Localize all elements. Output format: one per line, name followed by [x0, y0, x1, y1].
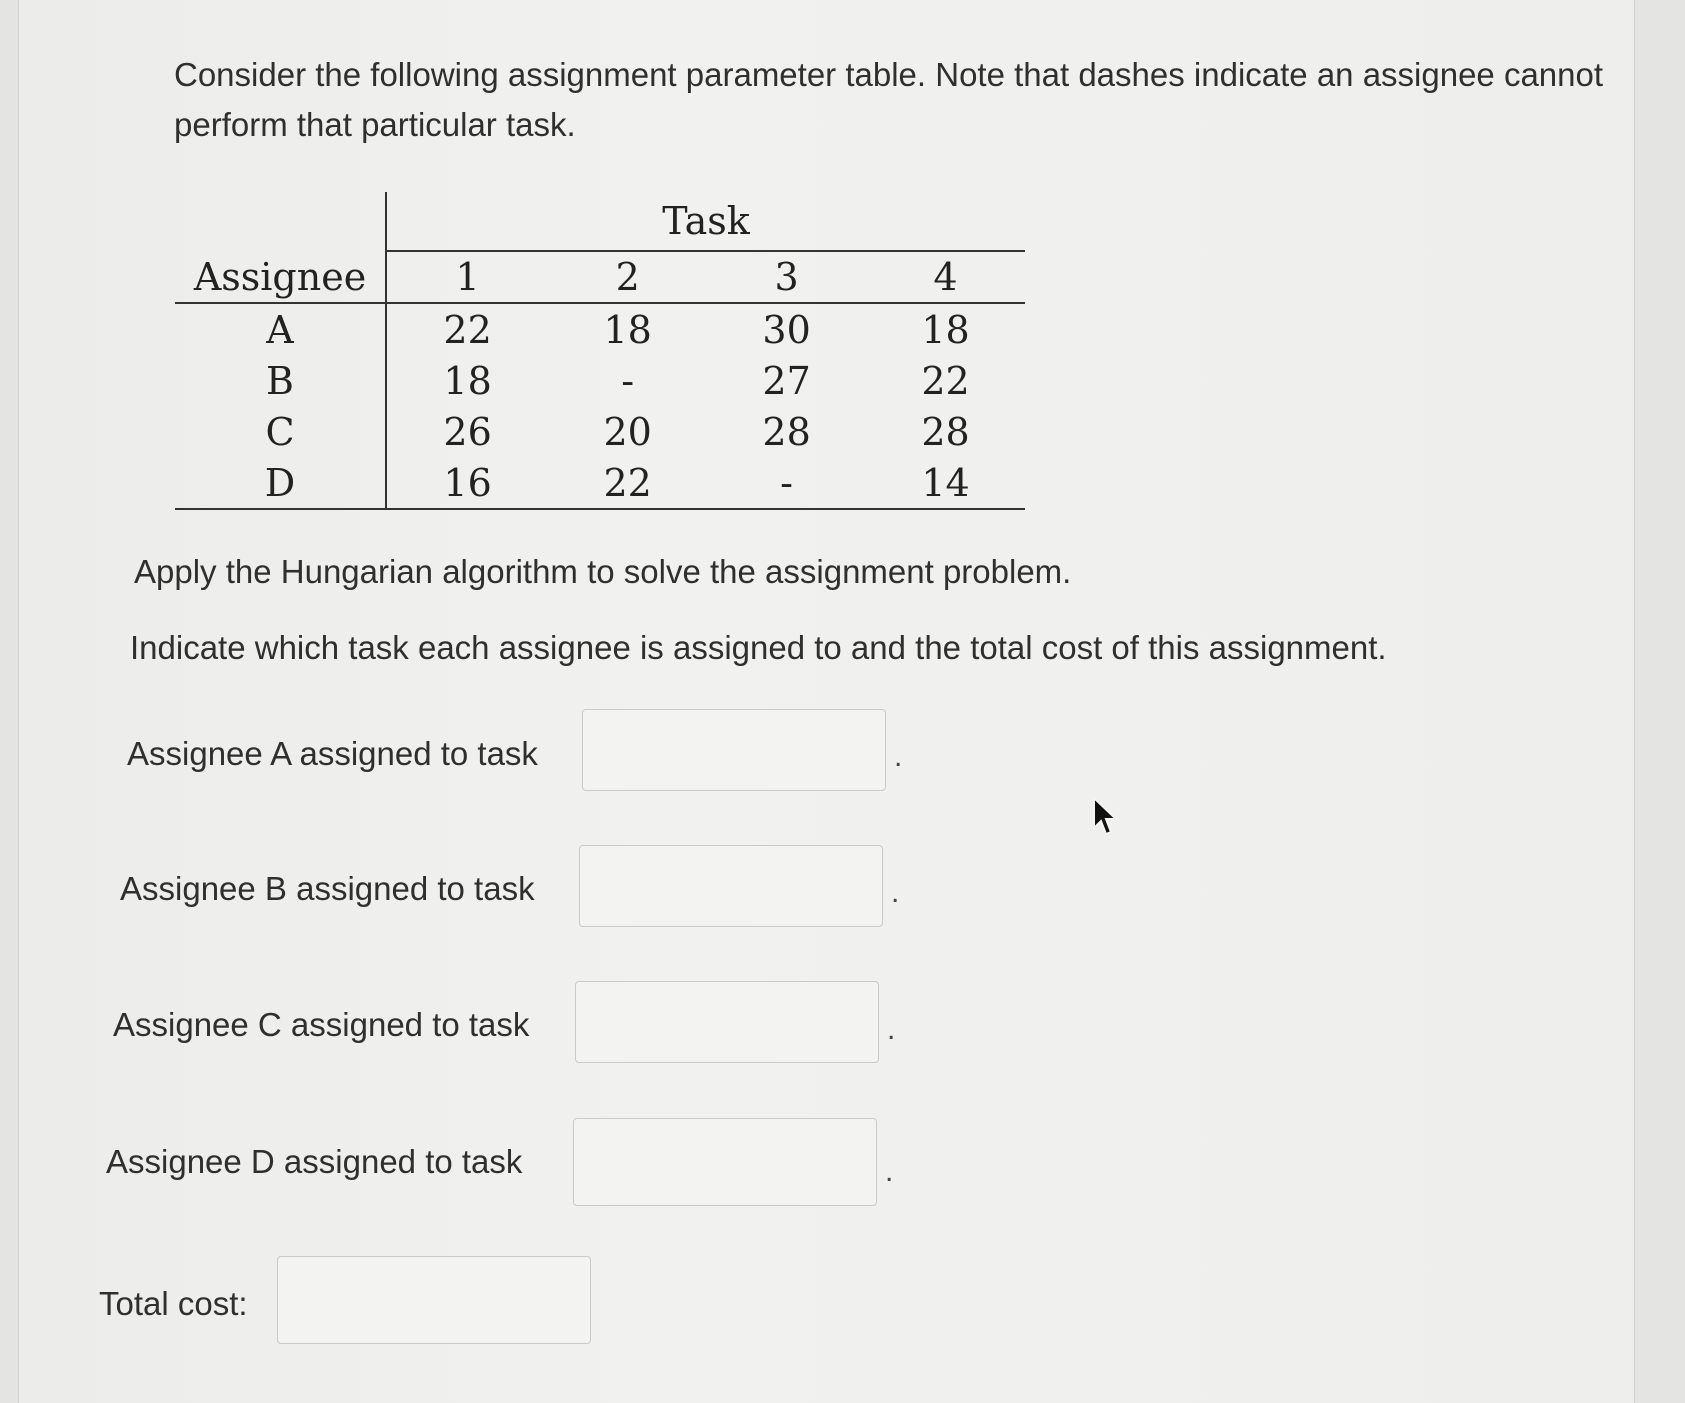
task-column-header: 1 [386, 251, 548, 303]
assignee-c-task-input[interactable] [575, 981, 879, 1063]
task-column-header: 3 [707, 251, 866, 303]
assignee-d-task-input[interactable] [573, 1118, 877, 1206]
cost-cell: 28 [762, 409, 811, 454]
instruction-apply: Apply the Hungarian algorithm to solve the assignment problem. [134, 553, 1072, 590]
question-intro: Consider the following assignment parameter table. Note that dashes indicate an assignee cannot perform that particular task. [174, 56, 1604, 143]
assignee-d-label: Assignee D assigned to task [106, 1143, 523, 1180]
assignee-a-label: Assignee A assigned to task [127, 735, 538, 772]
cost-cell: 20 [603, 409, 652, 454]
table-corner [175, 192, 386, 251]
cost-cell: 18 [921, 307, 970, 352]
assignee-b-task-input[interactable] [579, 845, 883, 927]
instruction-indicate: Indicate which task each assignee is assigned to and the total cost of this assignment. [130, 629, 1387, 666]
assignee-header: Assignee [175, 251, 386, 303]
assignee-b-label: Assignee B assigned to task [120, 870, 535, 907]
assignee-cell: D [175, 457, 386, 509]
table-row [175, 303, 1025, 355]
assignee-cell: C [175, 406, 386, 457]
cost-cell: 14 [866, 457, 1025, 509]
assignee-a-task-input[interactable] [582, 709, 886, 791]
cost-cell: 26 [443, 409, 492, 454]
cost-cell: 18 [603, 307, 652, 352]
total-cost-input[interactable] [277, 1256, 591, 1344]
cost-cell: 22 [921, 358, 970, 403]
assignee-cell: A [175, 303, 386, 355]
cost-cell: 18 [443, 358, 492, 403]
period: . [894, 740, 903, 773]
table-row [175, 457, 1025, 509]
cost-cell: 30 [762, 307, 811, 352]
cost-cell: 16 [386, 457, 548, 509]
cost-cell: 27 [762, 358, 811, 403]
task-header: Task [386, 192, 1025, 251]
assignee-cell: B [175, 355, 386, 406]
task-column-header: 2 [548, 251, 707, 303]
cost-cell: - [621, 358, 635, 403]
period: . [887, 1013, 896, 1046]
question-page [18, 0, 1635, 1403]
cost-cell: 22 [443, 307, 492, 352]
mouse-pointer-icon [1092, 796, 1122, 840]
period: . [885, 1155, 894, 1188]
table-row [175, 406, 1025, 457]
cost-cell: 22 [548, 457, 707, 509]
task-column-header: 4 [866, 251, 1025, 303]
total-cost-label: Total cost: [99, 1285, 248, 1322]
assignment-parameter-table [175, 192, 1025, 510]
assignee-c-label: Assignee C assigned to task [113, 1006, 530, 1043]
table-row [175, 355, 1025, 406]
cost-cell: 28 [921, 409, 970, 454]
cost-cell: - [707, 457, 866, 509]
period: . [891, 876, 900, 909]
